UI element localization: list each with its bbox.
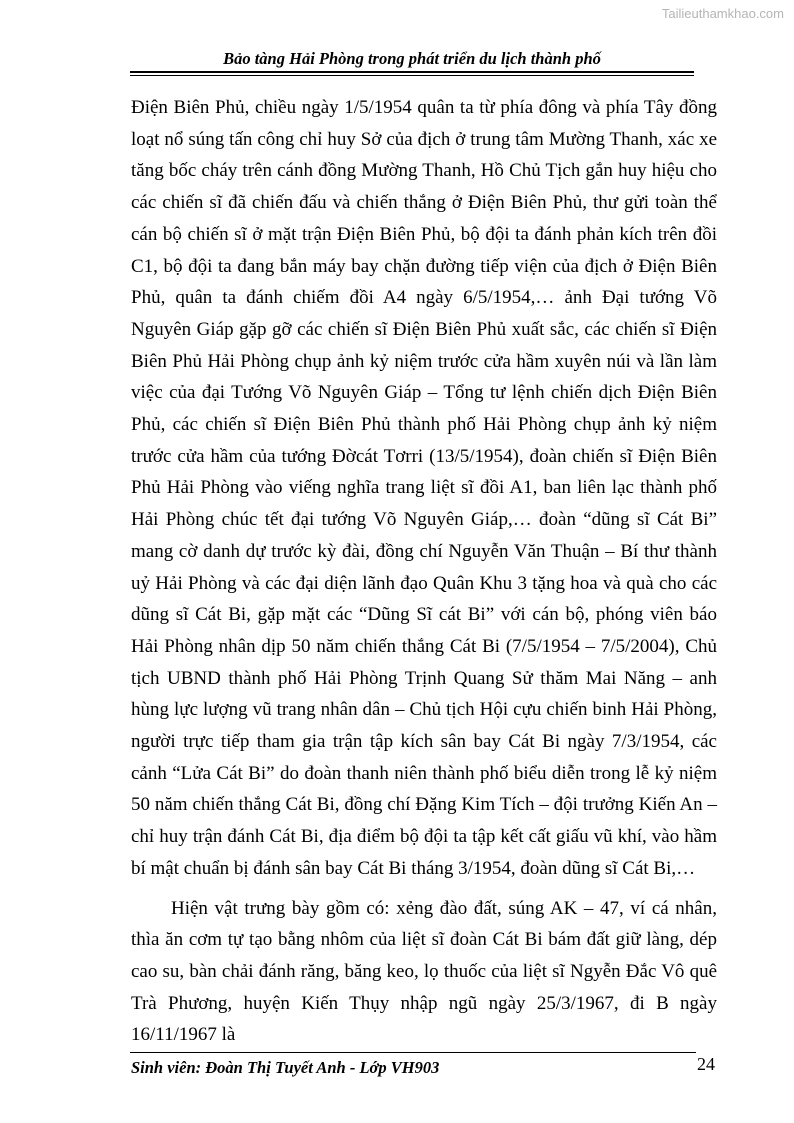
page-number: 24 <box>697 1054 715 1074</box>
watermark: Tailieuthamkhao.com <box>661 6 784 21</box>
paragraph-2: Hiện vật trưng bày gồm có: xẻng đào đất, súng AK – 47, ví cá nhân, thìa ăn cơm tự tạo bằng nhôm của liệt sĩ đoàn Cát Bi bám đất giữ làng, dép cao su, bàn chải đánh răng, băng keo, lọ thuốc của liệt sĩ Ngyễn Đắc Vô quê Trà Phương, huyện Kiến Thụy nhập ngũ ngày 25/3/1967, đi B ngày 16/11/1967 là <box>131 897 717 1046</box>
running-header: Bảo tàng Hải Phòng trong phát triển du lịch thành phố <box>223 49 601 68</box>
footer-divider <box>130 1052 696 1053</box>
body-text <box>131 92 717 1051</box>
paragraph-1: Điện Biên Phủ, chiều ngày 1/5/1954 quân ta từ phía đông và phía Tây đồng loạt nổ súng tấn công chỉ huy Sở của địch ở trung tâm Mường Thanh, xác xe tăng bốc cháy trên cánh đồng Mường Thanh, Hồ Chủ Tịch gắn huy hiệu cho các chiến sĩ đã chiến đấu và chiến thắng ở Điện Biên Phủ, thư gửi toàn thể cán bộ chiến sĩ ở mặt trận Điện Biên Phủ, bộ đội ta đánh phản kích trên đồi C1, bộ đội ta đang bắn máy bay chặn đường tiếp viện của địch ở Điện Biên Phủ, quân ta đánh chiếm đồi A4 ngày 6/5/1954,… ảnh Đại tướng Võ Nguyên Giáp gặp gỡ các chiến sĩ Điện Biên Phủ xuất sắc, các chiến sĩ Điện Biên Phủ Hải Phòng chụp ảnh kỷ niệm trước cửa hầm xuyên núi và lần làm việc của đại Tướng Võ Nguyên Giáp – Tổng tư lệnh chiến dịch Điện Biên Phủ, các chiến sĩ Điện Biên Phủ thành phố Hải Phòng chụp ảnh kỷ niệm trước cửa hầm của tướng Đờcát Tơrri (13/5/1954), đoàn chiến sĩ Điện Biên Phủ Hải Phòng vào viếng nghĩa trang liệt sĩ đồi A1, ban liên lạc thành phố Hải Phòng chúc tết đại tướng Võ Nguyên Giáp,… đoàn “dũng sĩ Cát Bi” mang cờ danh dự trước kỳ đài, đồng chí Nguyễn Văn Thuận – Bí thư thành uỷ Hải Phòng và các đại diện lãnh đạo Quân Khu 3 tặng hoa và quà cho các dũng sĩ Cát Bi, gặp mặt các “Dũng Sĩ cát Bi” với cán bộ, phóng viên báo Hải Phòng nhân dịp 50 năm chiến thắng Cát Bi (7/5/1954 – 7/5/2004), Chủ tịch UBND thành phố Hải Phòng Trịnh Quang Sử thăm Mai Năng – anh hùng lực lượng vũ trang nhân dân – Chủ tịch Hội cựu chiến binh Hải Phòng, người trực tiếp tham gia trận tập kích sân bay Cát Bi ngày 7/3/1954, các cảnh “Lửa Cát Bi” do đoàn thanh niên thành phố biểu diễn trong lễ kỷ niệm 50 năm chiến thắng Cát Bi, đồng chí Đặng Kim Tích – đội trưởng Kiến An – chỉ huy trận đánh Cát Bi, địa điểm bộ đội ta tập kết cất giấu vũ khí, vào hầm bí mật chuẩn bị đánh sân bay Cát Bi tháng 3/1954, đoàn dũng sĩ Cát Bi,… <box>131 97 717 879</box>
header-divider <box>130 71 694 76</box>
footer-author: Sinh viên: Đoàn Thị Tuyết Anh - Lớp VH903 <box>131 1058 440 1077</box>
